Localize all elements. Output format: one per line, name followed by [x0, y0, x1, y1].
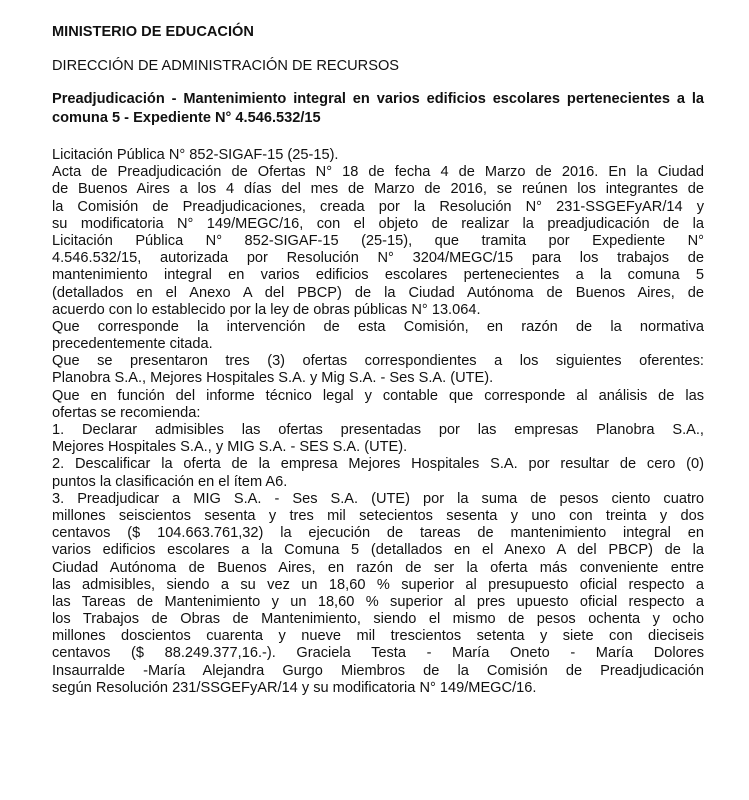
direction-heading: DIRECCIÓN DE ADMINISTRACIÓN DE RECURSOS [52, 58, 400, 74]
body-line: los Trabajos de Obras de Mantenimiento, siendo el mismo de pesos ochenta y ocho [52, 611, 704, 628]
body-line: 2. Descalificar la oferta de la empresa Mejores Hospitales S.A. por resultar de cero (0) [52, 456, 704, 473]
notice-body [52, 147, 704, 697]
body-line: Insaurralde -María Alejandra Gurgo Miembros de la Comisión de Preadjudicación [52, 662, 704, 679]
body-line: Mejores Hospitales S.A., y MIG S.A. - SES S.A. (UTE). [52, 439, 408, 456]
body-line: acuerdo con lo establecido por la ley de obras públicas N° 13.064. [52, 301, 481, 318]
body-line: según Resolución 231/SSGEFyAR/14 y su modificatoria N° 149/MEGC/16. [52, 679, 537, 696]
ministry-heading: MINISTERIO DE EDUCACIÓN [52, 24, 254, 40]
body-line: Que en función del informe técnico legal y contable que corresponde al análisis de las [52, 387, 704, 404]
body-line: Licitación Pública N° 852-SIGAF-15 (25-15), que tramita por Expediente N° [52, 232, 704, 249]
body-line: puntos la clasificación en el ítem A6. [52, 473, 288, 490]
body-line: Planobra S.A., Mejores Hospitales S.A. y Mig S.A. - Ses S.A. (UTE). [52, 370, 494, 387]
body-line: Que corresponde la intervención de esta Comisión, en razón de la normativa [52, 318, 704, 335]
body-line: Licitación Pública N° 852-SIGAF-15 (25-15). [52, 147, 339, 163]
body-line: millones doscientos cuarenta y nueve mil trescientos setenta y siete con dieciseis [52, 628, 704, 645]
body-line: 1. Declarar admisibles las ofertas presentadas por las empresas Planobra S.A., [52, 422, 704, 438]
body-line: Ciudad Autónoma de Buenos Aires, en razón de ser la oferta más conveniente entre [52, 559, 704, 576]
body-line: Acta de Preadjudicación de Ofertas N° 18 de fecha 4 de Marzo de 2016. En la Ciudad [52, 164, 704, 181]
body-line: las admisibles, siendo a su vez un 18,60 % superior al presupuesto oficial respecto a [52, 576, 704, 593]
body-line: centavos ($ 88.249.377,16.-). Graciela Testa - María Oneto - María Dolores [52, 645, 704, 662]
body-line: de Buenos Aires a los 4 días del mes de Marzo de 2016, se reúnen los integrantes de [52, 181, 704, 198]
body-line: centavos ($ 104.663.761,32) la ejecución de tareas de mantenimiento integral en [52, 525, 704, 542]
body-line: las Tareas de Mantenimiento y un 18,60 % superior al pres upuesto oficial respecto a [52, 593, 704, 610]
body-line: 4.546.532/15, autorizada por Resolución N° 3204/MEGC/15 para los trabajos de [52, 250, 704, 267]
body-line: la Comisión de Preadjudicaciones, creada por la Resolución N° 231-SSGEFyAR/14 y [52, 198, 704, 215]
body-line: Que se presentaron tres (3) ofertas correspondientes a los siguientes oferentes: [52, 353, 704, 370]
body-line: ofertas se recomienda: [52, 404, 201, 421]
notice-title: Preadjudicación - Mantenimiento integral en varios edificios escolares pertenecientes a la comuna 5 - Expediente N° 4.546.532/15 [52, 91, 704, 126]
body-line: varios edificios escolares a la Comuna 5 (detallados en el Anexo A del PBCP) de la [52, 542, 704, 559]
body-line: millones seiscientos sesenta y tres mil setecientos sesenta y uno con treinta y dos [52, 507, 704, 524]
body-line: precedentemente citada. [52, 336, 213, 353]
body-line: 3. Preadjudicar a MIG S.A. - Ses S.A. (UTE) por la suma de pesos ciento cuatro [52, 490, 704, 507]
body-line: su modificatoria N° 149/MEGC/16, con el objeto de realizar la preadjudicación de la [52, 215, 704, 232]
body-line: (detallados en el Anexo A del PBCP) de la Ciudad Autónoma de Buenos Aires, de [52, 284, 704, 301]
body-line: mantenimiento integral en varios edificios escolares pertenecientes a la comuna 5 [52, 267, 704, 284]
